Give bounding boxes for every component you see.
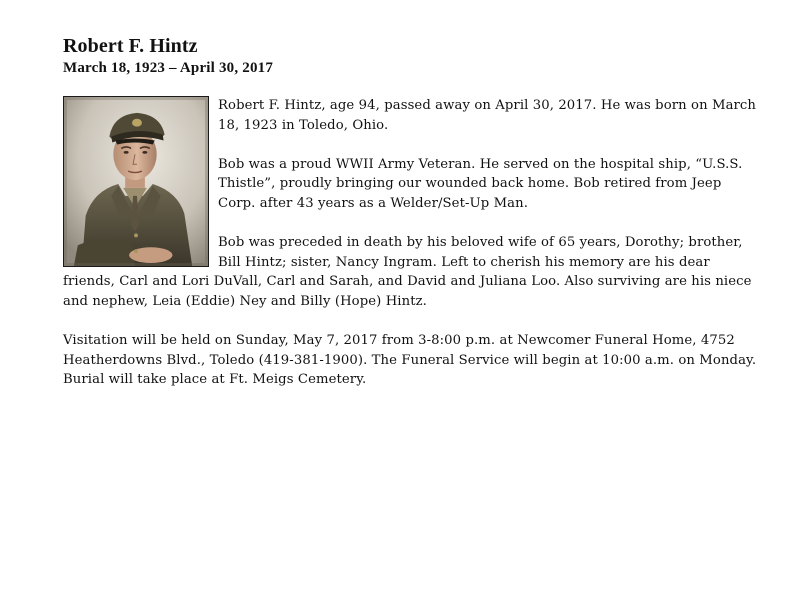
obituary-page [63, 35, 763, 388]
paragraph-services: Visitation will be held on Sunday, May 7, 2017 from 3-8:00 p.m. at Newcomer Funeral Home, 4752 Heatherdowns Blvd., Toledo (419-381-1900). The Funeral Service will begin at 10:00 a.m. on Monday. Burial will take place at Ft. Meigs Cemetery. [63, 333, 757, 388]
obituary-body [63, 96, 763, 390]
paragraph-family: Bob was preceded in death by his beloved wife of 65 years, Dorothy; brother, Bill Hintz; sister, Nancy Ingram. Left to cherish his memory are his dear friends, Carl and Lori DuVall, Carl and Sarah, and David and Juliana Loo. Also surviving are his niece and nephew, Leia (Eddie) Ney and Billy (Hope) Hintz. [63, 235, 752, 309]
paragraph-military-career: Bob was a proud WWII Army Veteran. He served on the hospital ship, “U.S.S. Thistle”, proudly bringing our wounded back home. Bob retired from Jeep Corp. after 43 years as a Welder/Set-Up Man. [218, 156, 743, 211]
portrait-photo [63, 96, 209, 267]
obituary-dates: March 18, 1923 – April 30, 2017 [63, 60, 274, 76]
paragraph-death-notice: Robert F. Hintz, age 94, passed away on April 30, 2017. He was born on March 18, 1923 in Toledo, Ohio. [218, 98, 757, 133]
obituary-name: Robert F. Hintz [63, 35, 198, 57]
soldier-portrait-image [64, 97, 208, 266]
